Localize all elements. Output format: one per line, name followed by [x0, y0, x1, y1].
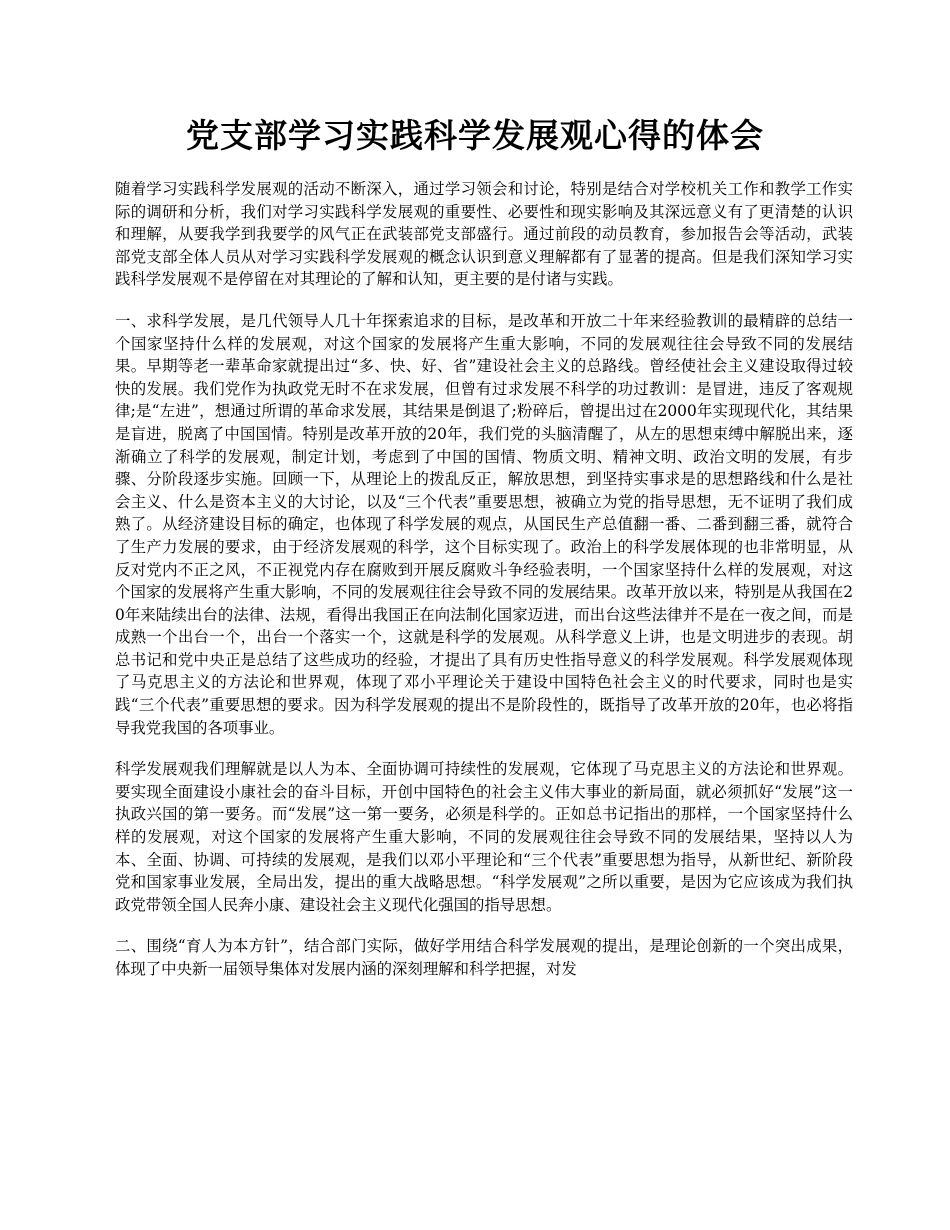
- document-body: [115, 178, 853, 1000]
- document-title: 党支部学习实践科学发展观心得的体会: [186, 116, 764, 155]
- paragraph-section-one: 一、求科学发展，是几代领导人几十年探索追求的目标，是改革和开放二十年来经验教训的最精辟的总结一个国家坚持什么样的发展观，对这个国家的发展将产生重大影响，不同的发展观往往会导致不同的发展结果。早期等老一辈革命家就提出过“多、快、好、省”建设社会主义的总路线。曾经使社会主义建设取得过较快的发展。我们党作为执政党无时不在求发展，但曾有过求发展不科学的功过教训：是冒进，违反了客观规律;是“左进”，想通过所谓的革命求发展，其结果是倒退了;粉碎后，曾提出过在2000年实现现代化，其结果是盲进，脱离了中国国情。特别是改革开放的20年，我们党的头脑清醒了，从左的思想束缚中解脱出来，逐渐确立了科学的发展观，制定计划，考虑到了中国的国情、物质文明、精神文明、政治文明的发展，有步骤、分阶段逐步实施。回顾一下，从理论上的拨乱反正，解放思想，到坚持实事求是的思想路线和什么是社会主义、什么是资本主义的大讨论，以及“三个代表”重要思想，被确立为党的指导思想，无不证明了我们成熟了。从经济建设目标的确定，也体现了科学发展的观点，从国民生产总值翻一番、二番到翻三番，就符合了生产力发展的要求，由于经济发展观的科学，这个目标实现了。政治上的科学发展体现的也非常明显，从反对党内不正之风，不正视党内存在腐败到开展反腐败斗争经验表明，一个国家坚持什么样的发展观，对这个国家的发展将产生重大影响，不同的发展观往往会导致不同的发展结果。改革开放以来，特别是从我国在20年来陆续出台的法律、法规，看得出我国正在向法制化国家迈进，而出台这些法律并不是在一夜之间，而是成熟一个出台一个，出台一个落实一个，这就是科学的发展观。从科学意义上讲，也是文明进步的表现。胡总书记和党中央正是总结了这些成功的经验，才提出了具有历史性指导意义的科学发展观。科学发展观体现了马克思主义的方法论和世界观，体现了邓小平理论关于建设中国特色社会主义的时代要求，同时也是实践“三个代表”重要思想的要求。因为科学发展观的提出不是阶段性的，既指导了改革开放的20年，也必将指导我党我国的各项事业。: [115, 311, 853, 737]
- paragraph-scientific-outlook: 科学发展观我们理解就是以人为本、全面协调可持续性的发展观，它体现了马克思主义的方法论和世界观。要实现全面建设小康社会的奋斗目标，开创中国特色的社会主义伟大事业的新局面，就必须抓好“发展”这一执政兴国的第一要务。而“发展”这一第一要务，必须是科学的。正如总书记指出的那样，一个国家坚持什么样的发展观，对这个国家的发展将产生重大影响，不同的发展观往往会导致不同的发展结果，坚持以人为本、全面、协调、可持续的发展观，是我们以邓小平理论和“三个代表”重要思想为指导，从新世纪、新阶段党和国家事业发展，全局出发，提出的重大战略思想。“科学发展观”之所以重要，是因为它应该成为我们执政党带领全国人民奔小康、建设社会主义现代化强国的指导思想。: [115, 760, 853, 914]
- paragraph-intro: 随着学习实践科学发展观的活动不断深入，通过学习领会和讨论，特别是结合对学校机关工作和教学工作实际的调研和分析，我们对学习实践科学发展观的重要性、必要性和现实影响及其深远意义有了更清楚的认识和理解，从要我学到我要学的风气正在武装部党支部盛行。通过前段的动员教育，参加报告会等活动，武装部党支部全体人员从对学习实践科学发展观的概念认识到意义理解都有了显著的提高。但是我们深知学习实践科学发展观不是停留在对其理论的了解和认知，更主要的是付诸与实践。: [115, 180, 853, 289]
- paragraph-section-two: 二、围绕“育人为本方针”，结合部门实际，做好学用结合科学发展观的提出，是理论创新的一个突出成果，体现了中央新一届领导集体对发展内涵的深刻理解和科学把握，对发: [115, 937, 853, 978]
